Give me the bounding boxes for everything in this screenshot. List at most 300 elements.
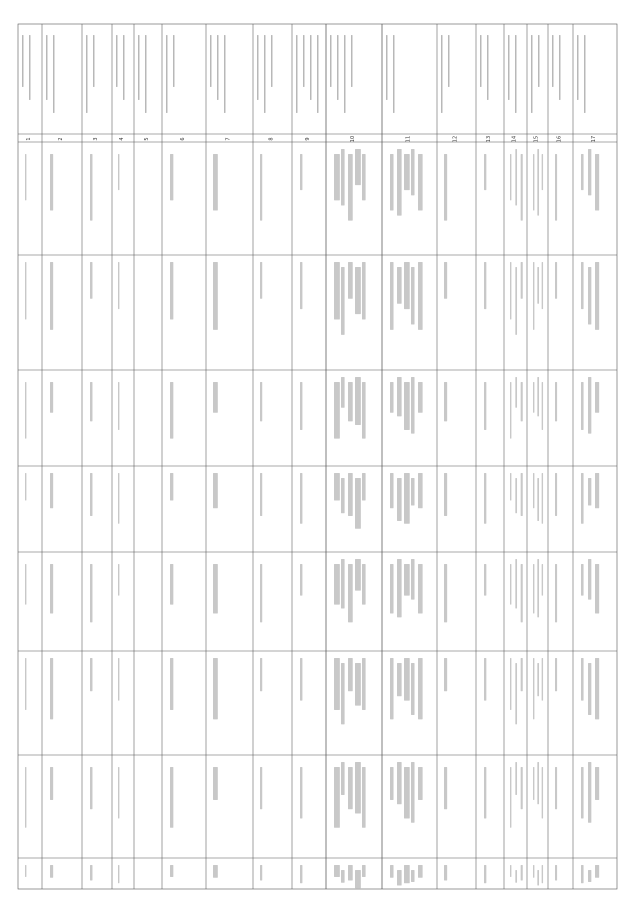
rotated-text-line (397, 762, 402, 804)
rotated-text-line (404, 262, 410, 309)
rotated-text-line (300, 473, 302, 524)
record-row-text-block (25, 149, 599, 221)
rotated-text-line (170, 658, 173, 710)
rotated-text-line (521, 865, 523, 881)
header-text-line (22, 35, 24, 87)
rotated-text-line (213, 382, 218, 413)
rotated-text-line (25, 865, 26, 877)
rotated-text-line (334, 658, 340, 710)
rotated-text-line (404, 865, 410, 883)
record-row-text-block (25, 559, 599, 622)
rotated-text-line (348, 865, 353, 881)
header-text-line (552, 35, 554, 87)
rotated-text-line (118, 767, 119, 819)
rotated-text-line (90, 564, 92, 622)
rotated-text-line (390, 473, 394, 508)
rotated-text-line (334, 767, 340, 828)
rotated-text-line (260, 767, 262, 809)
rotated-text-line (341, 478, 345, 513)
rotated-text-line (411, 762, 415, 823)
rotated-text-line (118, 473, 119, 524)
rotated-text-line (581, 473, 584, 524)
header-text-line (531, 35, 533, 113)
header-text-line (441, 35, 443, 113)
header-text-line (351, 35, 353, 87)
rotated-text-line (581, 564, 584, 596)
header-text-line (448, 35, 450, 87)
rotated-text-line (118, 564, 119, 596)
rotated-text-line (390, 262, 394, 330)
rotated-text-line (90, 767, 92, 809)
rotated-text-line (341, 267, 345, 335)
header-text-line (53, 35, 55, 113)
rotated-text-line (444, 262, 447, 299)
header-text-line (123, 35, 125, 100)
rotated-text-line (390, 382, 394, 413)
header-text-line (330, 35, 332, 87)
rotated-text-line (90, 262, 92, 299)
rotated-text-line (118, 154, 119, 190)
rotated-text-line (537, 762, 539, 804)
rotated-text-line (418, 382, 423, 413)
record-row-text-block (25, 658, 599, 724)
rotated-text-line (213, 767, 218, 800)
header-text-line (538, 35, 540, 87)
rotated-text-line (581, 865, 584, 883)
rotated-text-line (595, 767, 599, 800)
rotated-text-line (341, 663, 345, 724)
rotated-text-line (542, 865, 543, 883)
rotated-text-line (348, 767, 353, 809)
rotated-text-line (213, 564, 218, 614)
rotated-text-line (397, 377, 402, 416)
rotated-text-line (537, 267, 539, 304)
rotated-text-line (537, 870, 539, 886)
rotated-text-line (362, 154, 366, 200)
rotated-text-line (588, 377, 591, 434)
header-text-line (296, 35, 298, 113)
rotated-text-line (362, 262, 366, 320)
rotated-text-line (170, 382, 173, 439)
header-text-line (559, 35, 561, 100)
rotated-text-line (418, 473, 423, 508)
rotated-text-line (348, 658, 353, 691)
rotated-text-line (362, 382, 366, 439)
column-number: 14 (511, 135, 518, 143)
rotated-text-line (588, 663, 591, 715)
rotated-text-line (341, 870, 345, 883)
header-text-line (310, 35, 312, 100)
rotated-text-line (355, 149, 361, 185)
rotated-text-line (588, 559, 591, 600)
rotated-text-line (300, 382, 302, 430)
rotated-text-line (50, 382, 53, 413)
rotated-text-line (588, 870, 591, 882)
rotated-text-line (170, 154, 173, 200)
rotated-text-line (542, 154, 543, 190)
rotated-text-line (484, 564, 486, 596)
column-number: 5 (144, 137, 150, 141)
rotated-text-line (588, 762, 591, 823)
column-number: 9 (305, 137, 311, 141)
rotated-text-line (581, 154, 584, 190)
rotated-text-line (510, 382, 511, 439)
record-row-text-block (25, 473, 599, 529)
rotated-text-line (355, 663, 361, 706)
rotated-text-line (444, 767, 447, 809)
rotated-text-line (300, 658, 302, 701)
rotated-text-line (50, 564, 53, 614)
rotated-text-line (555, 865, 557, 881)
rotated-text-line (555, 767, 557, 809)
rotated-text-line (348, 564, 353, 622)
rotated-text-line (334, 262, 340, 320)
rotated-text-line (390, 658, 394, 719)
rotated-text-line (510, 154, 511, 200)
rotated-text-line (418, 564, 423, 614)
rotated-text-line (260, 382, 262, 421)
rotated-text-line (595, 658, 599, 719)
illegible-cell-text (22, 35, 599, 888)
rotated-text-line (390, 865, 394, 878)
rotated-text-line (404, 767, 410, 819)
rotated-text-line (542, 658, 543, 701)
rotated-text-line (341, 559, 345, 609)
rotated-text-line (521, 658, 523, 691)
rotated-text-line (25, 262, 26, 320)
column-number: 13 (486, 135, 492, 143)
header-text-line (271, 35, 273, 87)
header-text-line (173, 35, 175, 87)
rotated-text-line (521, 262, 523, 299)
rotated-text-line (390, 154, 394, 211)
rotated-text-line (397, 663, 402, 696)
rotated-text-line (533, 262, 534, 330)
column-number: 6 (180, 137, 186, 141)
rotated-text-line (581, 382, 584, 430)
rotated-text-line (533, 473, 534, 508)
rotated-text-line (581, 658, 584, 701)
rotated-text-line (404, 382, 410, 430)
header-text-line (116, 35, 118, 87)
rotated-text-line (533, 564, 534, 614)
record-row-text-block (25, 377, 599, 439)
rotated-text-line (90, 154, 92, 221)
rotated-text-line (484, 767, 486, 819)
header-text-line (393, 35, 395, 113)
rotated-text-line (25, 658, 26, 710)
rotated-text-line (542, 382, 543, 430)
rotated-text-line (418, 658, 423, 719)
rotated-text-line (300, 564, 302, 596)
rotated-text-line (348, 154, 353, 221)
rotated-text-line (444, 658, 447, 691)
rotated-text-line (537, 377, 539, 416)
rotated-text-line (260, 154, 262, 221)
rotated-text-line (555, 154, 557, 221)
header-text-line (145, 35, 147, 113)
rotated-text-line (411, 559, 415, 600)
rotated-text-line (411, 663, 415, 715)
record-row-text-block (25, 865, 599, 888)
rotated-text-line (404, 154, 410, 190)
rotated-text-line (341, 149, 345, 206)
rotated-text-line (362, 865, 366, 877)
rotated-text-line (260, 262, 262, 299)
rotated-text-line (510, 473, 511, 501)
rotated-text-line (595, 262, 599, 330)
rotated-text-line (397, 870, 402, 886)
column-number: 11 (405, 135, 412, 143)
rotated-text-line (341, 377, 345, 408)
rotated-text-line (118, 262, 119, 309)
rotated-text-line (411, 267, 415, 325)
rotated-text-line (355, 870, 361, 888)
rotated-text-line (397, 267, 402, 304)
rotated-text-line (418, 154, 423, 211)
rotated-text-line (510, 865, 511, 877)
rotated-text-line (355, 762, 361, 814)
record-row-text-block (25, 762, 599, 828)
rotated-text-line (355, 478, 361, 529)
rotated-text-line (521, 767, 523, 809)
rotated-text-line (418, 262, 423, 330)
rotated-text-line (542, 473, 543, 524)
rotated-text-line (595, 473, 599, 508)
rotated-text-line (484, 382, 486, 430)
rotated-text-line (555, 382, 557, 421)
rotated-text-line (515, 149, 517, 206)
rotated-text-line (581, 767, 584, 819)
header-text-line (210, 35, 212, 87)
rotated-text-line (484, 473, 486, 524)
rotated-text-line (533, 658, 534, 719)
rotated-text-line (542, 564, 543, 596)
rotated-text-line (213, 865, 218, 878)
table-grid (18, 24, 617, 889)
header-text-line (487, 35, 489, 100)
rotated-text-line (170, 564, 173, 605)
rotated-text-line (533, 382, 534, 413)
rotated-text-line (334, 382, 340, 439)
rotated-text-line (260, 865, 262, 881)
header-text-line (508, 35, 510, 100)
column-number: 10 (350, 135, 356, 143)
rotated-text-line (341, 762, 345, 795)
rotated-text-line (170, 473, 173, 501)
rotated-text-line (484, 865, 486, 883)
record-row-text-block (25, 262, 599, 335)
rotated-text-line (515, 870, 517, 883)
header-text-line (93, 35, 95, 87)
rotated-text-line (510, 262, 511, 320)
rotated-text-line (444, 382, 447, 421)
rotated-text-line (555, 564, 557, 622)
rotated-text-line (50, 473, 53, 508)
rotated-text-line (25, 154, 26, 200)
rotated-text-line (170, 767, 173, 828)
header-text-line (224, 35, 226, 113)
rotated-text-line (444, 473, 447, 516)
rotated-text-line (515, 762, 517, 795)
rotated-text-line (213, 262, 218, 330)
rotated-text-line (515, 377, 517, 408)
rotated-text-line (260, 658, 262, 691)
rotated-text-line (170, 262, 173, 320)
column-number: 17 (591, 135, 597, 143)
column-number: 3 (93, 137, 99, 141)
rotated-text-line (444, 564, 447, 622)
column-number-row (26, 136, 597, 142)
rotated-text-line (50, 865, 53, 878)
rotated-text-line (555, 473, 557, 516)
rotated-text-line (355, 267, 361, 314)
rotated-text-line (515, 478, 517, 513)
rotated-text-line (404, 658, 410, 701)
column-number: 16 (556, 135, 563, 143)
rotated-text-line (118, 658, 119, 701)
header-text-line (86, 35, 88, 113)
rotated-text-line (362, 767, 366, 828)
rotated-text-line (90, 865, 92, 881)
rotated-text-line (595, 382, 599, 413)
header-text-line (257, 35, 259, 100)
rotated-text-line (390, 564, 394, 614)
rotated-text-line (300, 262, 302, 309)
rotated-text-line (355, 377, 361, 425)
rotated-text-line (334, 154, 340, 200)
rotated-text-line (537, 478, 539, 521)
rotated-text-line (484, 658, 486, 701)
rotated-text-line (521, 473, 523, 516)
column-number: 7 (225, 137, 232, 141)
rotated-text-line (444, 154, 447, 221)
rotated-text-line (260, 564, 262, 622)
rotated-text-line (515, 559, 517, 609)
header-text-line (577, 35, 579, 100)
rotated-text-line (595, 865, 599, 878)
rotated-text-line (50, 262, 53, 330)
rotated-text-line (537, 559, 539, 617)
header-text-line (166, 35, 168, 113)
rotated-text-line (555, 658, 557, 691)
rotated-text-line (537, 663, 539, 696)
rotated-text-line (533, 865, 534, 878)
header-text-line (29, 35, 31, 100)
rotated-text-line (418, 865, 423, 878)
rotated-text-line (411, 478, 415, 506)
rotated-text-line (50, 154, 53, 211)
rotated-text-line (50, 658, 53, 719)
rotated-text-line (118, 865, 119, 883)
rotated-text-line (397, 149, 402, 216)
rotated-text-line (484, 262, 486, 309)
rotated-text-line (588, 267, 591, 325)
rotated-text-line (90, 473, 92, 516)
rotated-text-line (213, 658, 218, 719)
rotated-text-line (542, 262, 543, 309)
rotated-text-line (170, 865, 173, 877)
rotated-text-line (444, 865, 447, 881)
rotated-text-line (334, 865, 340, 877)
rotated-text-line (418, 767, 423, 800)
rotated-text-line (348, 262, 353, 299)
rotated-text-line (348, 473, 353, 516)
column-number: 12 (452, 135, 459, 143)
rotated-text-line (588, 149, 591, 195)
column-number: 8 (268, 137, 275, 141)
rotated-text-line (213, 154, 218, 211)
rotated-text-line (533, 154, 534, 211)
rotated-text-line (362, 658, 366, 710)
column-number: 15 (533, 135, 540, 143)
header-text-line (584, 35, 586, 113)
rotated-text-line (118, 382, 119, 430)
rotated-text-line (50, 767, 53, 800)
rotated-text-line (555, 262, 557, 299)
header-text-line (480, 35, 482, 87)
column-number: 2 (58, 137, 64, 141)
rotated-text-line (595, 564, 599, 614)
rotated-text-line (542, 767, 543, 819)
header-text-line (317, 35, 319, 113)
rotated-text-line (355, 559, 361, 591)
header-text-line (138, 35, 140, 100)
rotated-text-line (25, 473, 26, 501)
header-text-line (386, 35, 388, 100)
header-text-line (217, 35, 219, 100)
rotated-header-text (22, 35, 586, 113)
rotated-text-line (411, 149, 415, 195)
rotated-text-line (397, 478, 402, 521)
rotated-text-line (362, 564, 366, 605)
rotated-text-line (411, 377, 415, 434)
rotated-text-line (90, 382, 92, 421)
rotated-text-line (510, 564, 511, 605)
rotated-text-line (362, 473, 366, 501)
rotated-text-line (521, 564, 523, 622)
rotated-text-line (411, 870, 415, 882)
rotated-text-line (300, 767, 302, 819)
header-text-line (344, 35, 346, 113)
header-text-line (303, 35, 305, 87)
column-number: 4 (119, 137, 125, 141)
rotated-text-line (348, 382, 353, 421)
rotated-text-line (260, 473, 262, 516)
header-text-line (46, 35, 48, 100)
rotated-text-line (595, 154, 599, 211)
rotated-text-line (581, 262, 584, 309)
rotated-text-line (90, 658, 92, 691)
rotated-text-line (521, 154, 523, 221)
rotated-text-line (484, 154, 486, 190)
rotated-text-line (334, 473, 340, 501)
rotated-text-line (515, 663, 517, 724)
rotated-text-line (404, 473, 410, 524)
rotated-text-line (588, 478, 591, 506)
rotated-text-line (510, 658, 511, 710)
header-text-line (337, 35, 339, 100)
rotated-text-line (300, 865, 302, 883)
rotated-text-line (25, 767, 26, 828)
column-number: 1 (26, 137, 32, 141)
rotated-text-line (397, 559, 402, 617)
rotated-text-line (213, 473, 218, 508)
header-text-line (515, 35, 517, 113)
rotated-text-line (515, 267, 517, 335)
rotated-text-line (25, 382, 26, 439)
rotated-text-line (533, 767, 534, 800)
